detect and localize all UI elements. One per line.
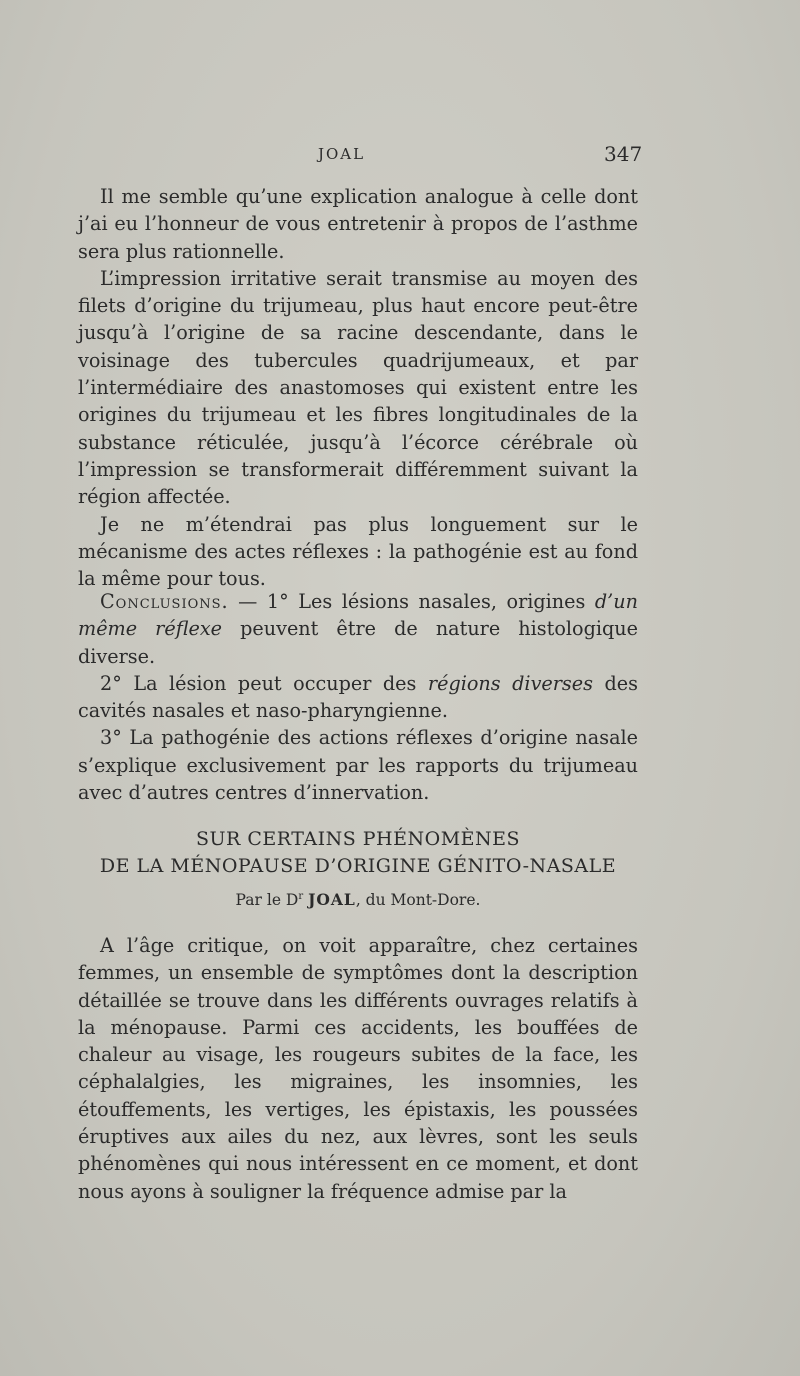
article-title-line-1: SUR CERTAINS PHÉNOMÈNES <box>195 828 521 850</box>
byline-sup: r <box>298 891 304 902</box>
page-number: 347 <box>604 142 643 166</box>
byline-prefix: Par le D <box>235 891 299 910</box>
paragraph: Il me semble qu’une explication analogue à celle dont j’ai eu l’honneur de vous entretenir à propos de l’asthme sera plus rationnelle. <box>78 185 638 263</box>
conclusions-dash: — <box>228 590 267 613</box>
conclusion-text: des cavités nasales et naso-pharyngienne. <box>78 671 638 723</box>
conclusions-label: Conclusions. <box>100 590 229 613</box>
conclusions-section <box>78 588 638 806</box>
conclusion-1 <box>78 588 638 670</box>
article-title-line-2: DE LA MÉNOPAUSE D’ORIGINE GÉNITO-NASALE <box>99 855 617 877</box>
conclusion-text: 2° La lésion peut occuper des <box>100 671 428 695</box>
byline-suffix: , du Mont-Dore. <box>355 891 481 910</box>
article-body <box>78 932 638 1205</box>
conclusion-italic: d’un même réflexe <box>78 590 638 641</box>
paragraph: A l’âge critique, on voit apparaître, chez certaines femmes, un ensemble de symptômes dont la description détaillée se trouve dans les différents ouvrages relatifs à la ménopause. Parmi ces accidents, les bouffées de chaleur au visage, les rougeurs subites de la face, les céphalalgies, les migraines, les insomnies, les étouffements, les vertiges, les épistaxis, les poussées éruptives aux ailes du nez, aux lèvres, sont les seuls phénomènes qui nous intéressent en ce moment, et dont nous ayons à souligner la fréquence admise par la <box>78 934 638 1203</box>
byline <box>78 887 638 910</box>
running-title: JOAL <box>318 145 366 163</box>
conclusion-text: peuvent être de nature histologique diverse. <box>78 617 638 668</box>
paragraph: Je ne m’étendrai pas plus longuement sur le mécanisme des actes réflexes : la pathogénie est au fond la même pour tous. <box>78 512 638 591</box>
conclusion-3: 3° La pathogénie des actions réflexes d’origine nasale s’explique exclusivement par les rapports du trijumeau avec d’autres centres d’innervation. <box>78 726 638 805</box>
page-header <box>0 142 800 171</box>
conclusion-text: 1° Les lésions nasales, origines <box>266 590 595 613</box>
conclusion-2 <box>78 670 638 725</box>
upper-text <box>78 183 638 592</box>
article-title-block <box>78 826 638 910</box>
paragraph: L’impression irritative serait transmise au moyen des filets d’origine du trijumeau, plus haut encore peut-être jusqu’à l’origine de sa racine descendante, dans le voisinage des tubercules quadrijumeaux, et par l’intermédiaire des anastomoses qui existent entre les origines du trijumeau et les fibres longitudinales de la substance réticulée, jusqu’à l’écorce cérébrale où l’impression se transformerait différemment suivant la région affectée. <box>78 266 638 509</box>
conclusion-italic: régions diverses <box>427 671 593 695</box>
byline-author: JOAL <box>308 890 356 910</box>
